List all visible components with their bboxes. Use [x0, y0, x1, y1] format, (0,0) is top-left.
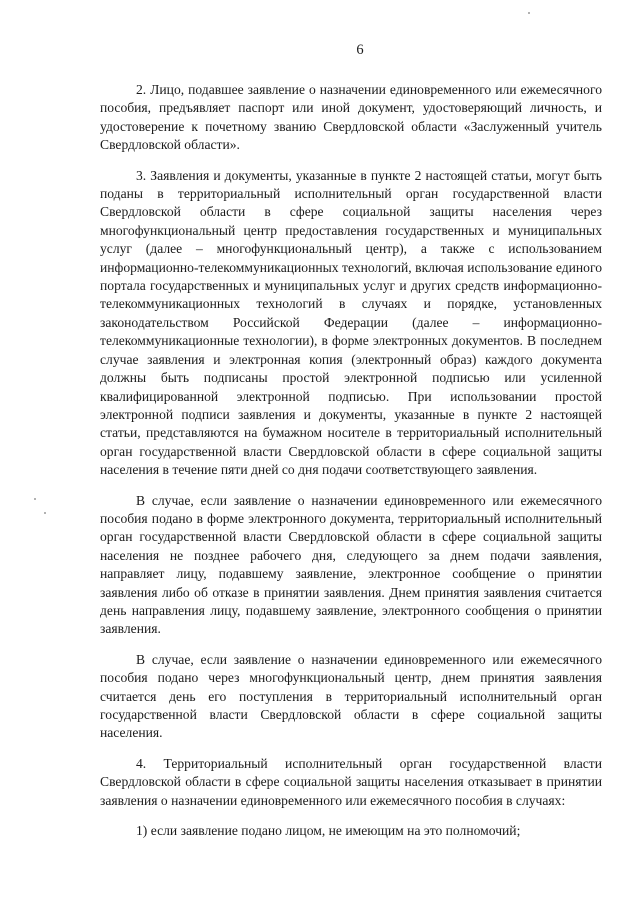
page-number: 6: [356, 42, 364, 58]
paragraph-mfc-submission: В случае, если заявление о назначении единовременного или ежемесячного пособия подано через многофункциональный центр, днем принятия заявления считается день его поступления в территориальный исполнительный орган государственной власти Свердловской области в сфере социальной защиты населения.: [100, 651, 602, 741]
scan-speck: [528, 12, 530, 14]
paragraph-electronic-submission: В случае, если заявление о назначении единовременного или ежемесячного пособия подано в форме электронного документа, территориальный исполнительный орган государственной власти Свердловской области в сфере социальной защиты населения не позднее рабочего дня, следующего за днем подачи заявления, направляет лицу, подавшему заявление, электронное сообщение о принятии заявления либо об отказе в принятии заявления. Днем принятия заявления считается день направления лицу, подавшему заявление, электронного сообщения о принятии заявления.: [100, 492, 602, 637]
scan-speck: [34, 498, 36, 500]
scan-speck: [44, 512, 46, 514]
paragraph-4-refusal-cases: 4. Территориальный исполнительный орган государственной власти Свердловской области в сфере социальной защиты населения отказывает в принятии заявления о назначении единовременного или ежемесячного пособия в случаях:: [100, 755, 602, 808]
paragraph-3-submission-methods: 3. Заявления и документы, указанные в пункте 2 настоящей статьи, могут быть поданы в территориальный исполнительный орган государственной власти Свердловской области в сфере социальной защиты населения через многофункциональный центр предоставления государственных и муниципальных услуг (далее – многофункциональный центр), а также с использованием информационно-телекоммуникационных технологий, включая использование единого портала государственных и муниципальных услуг и других средств информационно-телекоммуникационных технологий в случаях и порядке, установленных законодательством Российской Федерации (далее – информационно-телекоммуникационные технологии), в форме электронных документов. В последнем случае заявления и электронная копия (электронный образ) каждого документа должны быть подписаны простой электронной подписью или усиленной квалифицированной электронной подписью. При использовании простой электронной подписи заявления и документы, указанные в пункте 2 настоящей статьи, представляются на бумажном носителе в территориальный исполнительный орган государственной власти Свердловской области в сфере социальной защиты населения в течение пяти дней со дня подачи соответствующего заявления.: [100, 167, 602, 478]
list-item-refusal-1: 1) если заявление подано лицом, не имеющим на это полномочий;: [136, 823, 521, 839]
paragraph-2-identity-documents: 2. Лицо, подавшее заявление о назначении единовременного или ежемесячного пособия, предъявляет паспорт или иной документ, удостоверяющий личность, и удостоверение к почетному званию Свердловской области «Заслуженный учитель Свердловской области».: [100, 82, 602, 153]
